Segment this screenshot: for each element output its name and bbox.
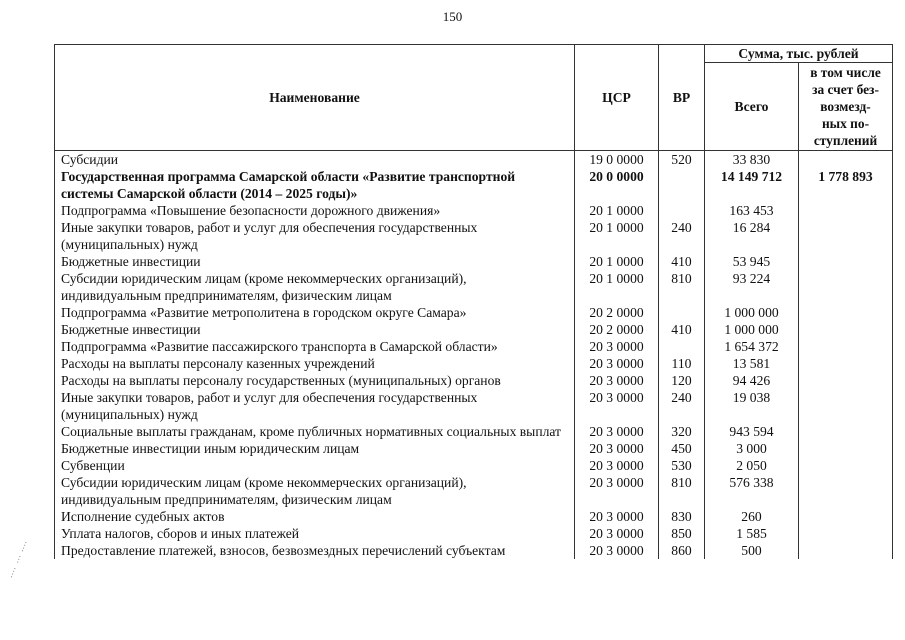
row-total-cell: 13 581 <box>705 355 799 372</box>
row-vr-cell <box>659 338 705 355</box>
row-total-cell: 2 050 <box>705 457 799 474</box>
row-name-cell: Подпрограмма «Развитие пассажирского транспорта в Самарской области» <box>55 338 575 355</box>
row-csr-cell: 20 3 0000 <box>575 508 659 525</box>
row-csr-cell: 20 3 0000 <box>575 355 659 372</box>
row-gratis-cell <box>799 219 893 253</box>
row-vr-cell: 450 <box>659 440 705 457</box>
row-total-cell: 1 654 372 <box>705 338 799 355</box>
row-name-cell: Субсидии юридическим лицам (кроме некоммерческих организаций), индивидуальным предпринимателям, физическим лицам <box>55 270 575 304</box>
column-header-csr: ЦСР <box>575 45 659 151</box>
row-total-cell: 576 338 <box>705 474 799 508</box>
row-gratis-cell <box>799 457 893 474</box>
row-gratis-cell <box>799 270 893 304</box>
row-gratis-cell: 1 778 893 <box>799 168 893 202</box>
row-total-cell: 14 149 712 <box>705 168 799 202</box>
row-gratis-cell <box>799 440 893 457</box>
row-name-cell: Социальные выплаты гражданам, кроме публичных нормативных социальных выплат <box>55 423 575 440</box>
row-total-cell: 500 <box>705 542 799 559</box>
row-total-cell: 260 <box>705 508 799 525</box>
row-csr-cell: 20 1 0000 <box>575 253 659 270</box>
row-name-cell: Бюджетные инвестиции иным юридическим лицам <box>55 440 575 457</box>
table-row <box>55 304 893 321</box>
row-vr-cell: 830 <box>659 508 705 525</box>
row-vr-cell <box>659 168 705 202</box>
gratis-header-line: за счет без- <box>812 82 879 97</box>
table-header <box>55 45 893 151</box>
row-name-cell: Предоставление платежей, взносов, безвозмездных перечислений субъектам <box>55 542 575 559</box>
table-row <box>55 508 893 525</box>
row-name-cell: Иные закупки товаров, работ и услуг для обеспечения государственных (муниципальных) нужд <box>55 389 575 423</box>
row-csr-cell: 20 2 0000 <box>575 321 659 338</box>
row-name-cell: Государственная программа Самарской области «Развитие транспортной системы Самарской области (2014 – 2025 годы)» <box>55 168 575 202</box>
row-vr-cell: 860 <box>659 542 705 559</box>
row-vr-cell: 850 <box>659 525 705 542</box>
row-csr-cell: 20 2 0000 <box>575 304 659 321</box>
row-gratis-cell <box>799 338 893 355</box>
row-gratis-cell <box>799 423 893 440</box>
row-vr-cell <box>659 202 705 219</box>
row-gratis-cell <box>799 508 893 525</box>
gratis-header-line: в том числе <box>810 65 881 80</box>
row-name-cell: Субсидии юридическим лицам (кроме некоммерческих организаций), индивидуальным предпринимателям, физическим лицам <box>55 474 575 508</box>
table-row <box>55 338 893 355</box>
row-csr-cell: 20 3 0000 <box>575 474 659 508</box>
row-total-cell: 163 453 <box>705 202 799 219</box>
table-row <box>55 542 893 559</box>
row-name-cell: Уплата налогов, сборов и иных платежей <box>55 525 575 542</box>
row-csr-cell: 20 1 0000 <box>575 202 659 219</box>
table-row <box>55 168 893 202</box>
table-row <box>55 253 893 270</box>
table-row <box>55 440 893 457</box>
row-gratis-cell <box>799 151 893 169</box>
row-vr-cell <box>659 304 705 321</box>
column-header-total: Всего <box>705 63 799 151</box>
row-vr-cell: 120 <box>659 372 705 389</box>
row-total-cell: 53 945 <box>705 253 799 270</box>
row-gratis-cell <box>799 474 893 508</box>
table-row <box>55 525 893 542</box>
column-header-name: Наименование <box>55 45 575 151</box>
table-row <box>55 219 893 253</box>
row-csr-cell: 20 3 0000 <box>575 372 659 389</box>
gratis-header-line: возмезд- <box>820 99 871 114</box>
budget-table <box>54 44 893 559</box>
row-vr-cell: 410 <box>659 253 705 270</box>
row-vr-cell: 410 <box>659 321 705 338</box>
row-name-cell: Расходы на выплаты персоналу казенных учреждений <box>55 355 575 372</box>
row-csr-cell: 20 3 0000 <box>575 338 659 355</box>
row-gratis-cell <box>799 253 893 270</box>
table-row <box>55 270 893 304</box>
row-gratis-cell <box>799 525 893 542</box>
row-total-cell: 1 000 000 <box>705 304 799 321</box>
row-vr-cell: 110 <box>659 355 705 372</box>
row-csr-cell: 20 3 0000 <box>575 542 659 559</box>
row-total-cell: 16 284 <box>705 219 799 253</box>
column-header-sum-group: Сумма, тыс. рублей <box>705 45 893 63</box>
table-row <box>55 389 893 423</box>
row-gratis-cell <box>799 321 893 338</box>
row-total-cell: 943 594 <box>705 423 799 440</box>
table-row <box>55 202 893 219</box>
row-total-cell: 33 830 <box>705 151 799 169</box>
table-row <box>55 423 893 440</box>
row-gratis-cell <box>799 542 893 559</box>
row-csr-cell: 20 3 0000 <box>575 525 659 542</box>
column-header-gratis <box>799 63 893 151</box>
row-total-cell: 3 000 <box>705 440 799 457</box>
row-gratis-cell <box>799 202 893 219</box>
row-name-cell: Бюджетные инвестиции <box>55 321 575 338</box>
row-gratis-cell <box>799 304 893 321</box>
row-csr-cell: 20 1 0000 <box>575 270 659 304</box>
row-name-cell: Субсидии <box>55 151 575 169</box>
row-total-cell: 94 426 <box>705 372 799 389</box>
row-gratis-cell <box>799 372 893 389</box>
row-vr-cell: 240 <box>659 219 705 253</box>
row-gratis-cell <box>799 389 893 423</box>
gratis-header-line: ных по- <box>821 116 870 131</box>
row-vr-cell: 530 <box>659 457 705 474</box>
row-name-cell: Подпрограмма «Развитие метрополитена в городском округе Самара» <box>55 304 575 321</box>
gratis-header-line: ступлений <box>813 133 878 148</box>
table-row <box>55 321 893 338</box>
table-row <box>55 474 893 508</box>
row-csr-cell: 20 3 0000 <box>575 389 659 423</box>
table-row <box>55 457 893 474</box>
row-vr-cell: 240 <box>659 389 705 423</box>
row-name-cell: Расходы на выплаты персоналу государственных (муниципальных) органов <box>55 372 575 389</box>
row-csr-cell: 20 3 0000 <box>575 440 659 457</box>
row-total-cell: 1 000 000 <box>705 321 799 338</box>
page-number: 150 <box>442 9 463 24</box>
row-csr-cell: 20 0 0000 <box>575 168 659 202</box>
row-total-cell: 93 224 <box>705 270 799 304</box>
row-total-cell: 1 585 <box>705 525 799 542</box>
row-csr-cell: 20 1 0000 <box>575 219 659 253</box>
row-csr-cell: 19 0 0000 <box>575 151 659 169</box>
row-gratis-cell <box>799 355 893 372</box>
column-header-vr: ВР <box>659 45 705 151</box>
row-vr-cell: 520 <box>659 151 705 169</box>
row-name-cell: Иные закупки товаров, работ и услуг для обеспечения государственных (муниципальных) нужд <box>55 219 575 253</box>
row-csr-cell: 20 3 0000 <box>575 457 659 474</box>
row-name-cell: Субвенции <box>55 457 575 474</box>
table-body <box>55 151 893 560</box>
table-row <box>55 151 893 169</box>
row-total-cell: 19 038 <box>705 389 799 423</box>
table-row <box>55 372 893 389</box>
row-vr-cell: 810 <box>659 474 705 508</box>
table-row <box>55 355 893 372</box>
scan-artifact-mark <box>8 540 30 580</box>
row-name-cell: Исполнение судебных актов <box>55 508 575 525</box>
row-name-cell: Бюджетные инвестиции <box>55 253 575 270</box>
row-vr-cell: 320 <box>659 423 705 440</box>
row-name-cell: Подпрограмма «Повышение безопасности дорожного движения» <box>55 202 575 219</box>
row-csr-cell: 20 3 0000 <box>575 423 659 440</box>
row-vr-cell: 810 <box>659 270 705 304</box>
